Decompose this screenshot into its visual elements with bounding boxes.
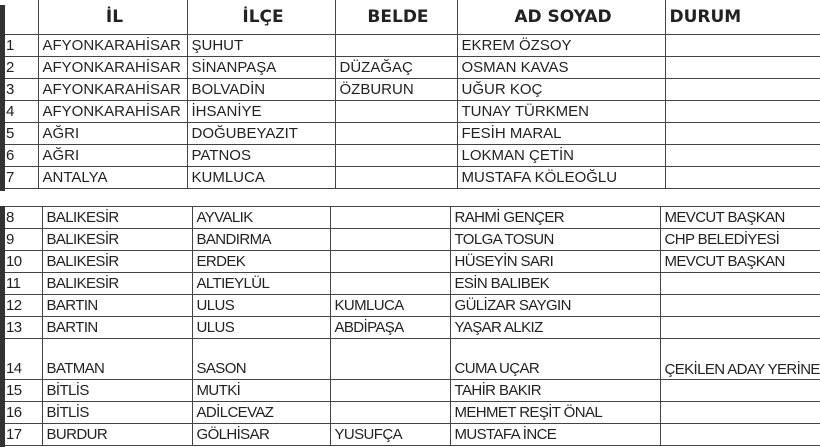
header-ad-soyad: AD SOYAD — [457, 0, 665, 35]
table-row — [5, 57, 820, 79]
cell-ad-soyad: HÜSEYİN SARI — [450, 251, 660, 273]
table-row — [5, 167, 820, 189]
cell-no: 4 — [5, 101, 38, 123]
cell-durum — [665, 123, 820, 145]
cell-durum — [660, 273, 820, 295]
cell-no: 2 — [5, 57, 38, 79]
cell-no: 17 — [5, 424, 42, 446]
cell-ad-soyad: ESİN BALIBEK — [450, 273, 660, 295]
header-il: İL — [38, 0, 187, 35]
cell-ilce: ULUS — [192, 295, 330, 317]
cell-no: 12 — [5, 295, 42, 317]
table-row — [5, 317, 820, 339]
cell-ad-soyad: OSMAN KAVAS — [457, 57, 665, 79]
cell-il: BARTIN — [42, 317, 192, 339]
cell-durum — [665, 145, 820, 167]
cell-no: 16 — [5, 402, 42, 424]
table-row — [5, 295, 820, 317]
cell-il: AFYONKARAHİSAR — [38, 35, 187, 57]
cell-no: 14 — [5, 339, 42, 380]
cell-ilce: SASON — [192, 339, 330, 380]
cell-ad-soyad: RAHMİ GENÇER — [450, 207, 660, 229]
cell-il: BALIKESİR — [42, 251, 192, 273]
cell-ilce: DOĞUBEYAZIT — [187, 123, 335, 145]
header-belde: BELDE — [335, 0, 457, 35]
cell-durum — [665, 101, 820, 123]
candidates-table-bottom — [5, 206, 820, 446]
cell-durum: ÇEKİLEN ADAY YERİNE — [660, 339, 820, 380]
table-row — [5, 273, 820, 295]
cell-ad-soyad: EKREM ÖZSOY — [457, 35, 665, 57]
cell-belde: KUMLUCA — [330, 295, 450, 317]
cell-belde — [335, 123, 457, 145]
cell-no: 9 — [5, 229, 42, 251]
cell-ad-soyad: FESİH MARAL — [457, 123, 665, 145]
cell-ilce: ERDEK — [192, 251, 330, 273]
cell-belde — [335, 35, 457, 57]
cell-il: ANTALYA — [38, 167, 187, 189]
cell-belde: ÖZBURUN — [335, 79, 457, 101]
table-row — [5, 123, 820, 145]
cell-no: 3 — [5, 79, 38, 101]
table-row — [5, 79, 820, 101]
cell-durum: MEVCUT BAŞKAN — [660, 207, 820, 229]
cell-belde — [330, 229, 450, 251]
cell-belde: ABDİPAŞA — [330, 317, 450, 339]
cell-il: AFYONKARAHİSAR — [38, 57, 187, 79]
cell-belde — [330, 402, 450, 424]
cell-il: BALIKESİR — [42, 273, 192, 295]
cell-ilce: ŞUHUT — [187, 35, 335, 57]
cell-belde: YUSUFÇA — [330, 424, 450, 446]
table-row — [5, 145, 820, 167]
cell-il: BARTIN — [42, 295, 192, 317]
cell-belde — [330, 339, 450, 380]
cell-belde — [330, 273, 450, 295]
cell-no: 1 — [5, 35, 38, 57]
cell-belde — [335, 145, 457, 167]
cell-il: BATMAN — [42, 339, 192, 380]
cell-ilce: ULUS — [192, 317, 330, 339]
cell-il: BALIKESİR — [42, 229, 192, 251]
cell-il: BİTLİS — [42, 380, 192, 402]
cell-ilce: PATNOS — [187, 145, 335, 167]
cell-il: BURDUR — [42, 424, 192, 446]
cell-belde — [330, 380, 450, 402]
cell-belde — [330, 251, 450, 273]
cell-durum — [665, 79, 820, 101]
cell-no: 13 — [5, 317, 42, 339]
cell-durum — [660, 380, 820, 402]
header-row — [5, 0, 820, 35]
cell-durum: CHP BELEDİYESİ — [660, 229, 820, 251]
cell-ad-soyad: YAŞAR ALKIZ — [450, 317, 660, 339]
cell-no: 15 — [5, 380, 42, 402]
cell-ad-soyad: TAHİR BAKIR — [450, 380, 660, 402]
cell-ad-soyad: UĞUR KOÇ — [457, 79, 665, 101]
cell-no: 6 — [5, 145, 38, 167]
cell-no: 5 — [5, 123, 38, 145]
cell-belde: DÜZAĞAÇ — [335, 57, 457, 79]
cell-ad-soyad: LOKMAN ÇETİN — [457, 145, 665, 167]
header-durum: DURUM — [665, 0, 820, 35]
cell-il: BİTLİS — [42, 402, 192, 424]
candidates-table-top — [5, 0, 820, 189]
cell-ilce: ALTIEYLÜL — [192, 273, 330, 295]
header-no — [5, 0, 38, 35]
cell-il: AĞRI — [38, 145, 187, 167]
cell-durum: MEVCUT BAŞKAN — [660, 251, 820, 273]
cell-ad-soyad: GÜLİZAR SAYGIN — [450, 295, 660, 317]
cell-durum — [660, 424, 820, 446]
cell-ad-soyad: CUMA UÇAR — [450, 339, 660, 380]
cell-il: AĞRI — [38, 123, 187, 145]
cell-ad-soyad: MEHMET REŞİT ÖNAL — [450, 402, 660, 424]
cell-no: 7 — [5, 167, 38, 189]
table-row — [5, 35, 820, 57]
cell-durum — [665, 35, 820, 57]
cell-ilce: AYVALIK — [192, 207, 330, 229]
cell-il: AFYONKARAHİSAR — [38, 79, 187, 101]
cell-durum — [660, 295, 820, 317]
table-row — [5, 424, 820, 446]
cell-ad-soyad: MUSTAFA İNCE — [450, 424, 660, 446]
cell-durum — [660, 317, 820, 339]
cell-ad-soyad: TUNAY TÜRKMEN — [457, 101, 665, 123]
cell-ilce: KUMLUCA — [187, 167, 335, 189]
cell-durum — [660, 402, 820, 424]
table-row — [5, 229, 820, 251]
cell-il: BALIKESİR — [42, 207, 192, 229]
table-row — [5, 339, 820, 380]
cell-ad-soyad: MUSTAFA KÖLEOĞLU — [457, 167, 665, 189]
cell-ilce: BOLVADİN — [187, 79, 335, 101]
table-row — [5, 251, 820, 273]
table-row — [5, 380, 820, 402]
cell-no: 10 — [5, 251, 42, 273]
header-ilce: İLÇE — [187, 0, 335, 35]
cell-belde — [330, 207, 450, 229]
cell-belde — [335, 101, 457, 123]
cell-no: 8 — [5, 207, 42, 229]
cell-ad-soyad: TOLGA TOSUN — [450, 229, 660, 251]
cell-ilce: MUTKİ — [192, 380, 330, 402]
cell-no: 11 — [5, 273, 42, 295]
cell-ilce: ADİLCEVAZ — [192, 402, 330, 424]
table-row — [5, 101, 820, 123]
table-row — [5, 402, 820, 424]
cell-ilce: İHSANİYE — [187, 101, 335, 123]
cell-ilce: BANDIRMA — [192, 229, 330, 251]
cell-durum — [665, 57, 820, 79]
cell-il: AFYONKARAHİSAR — [38, 101, 187, 123]
cell-ilce: SİNANPAŞA — [187, 57, 335, 79]
cell-durum — [665, 167, 820, 189]
cell-belde — [335, 167, 457, 189]
cell-ilce: GÖLHİSAR — [192, 424, 330, 446]
table-row — [5, 207, 820, 229]
